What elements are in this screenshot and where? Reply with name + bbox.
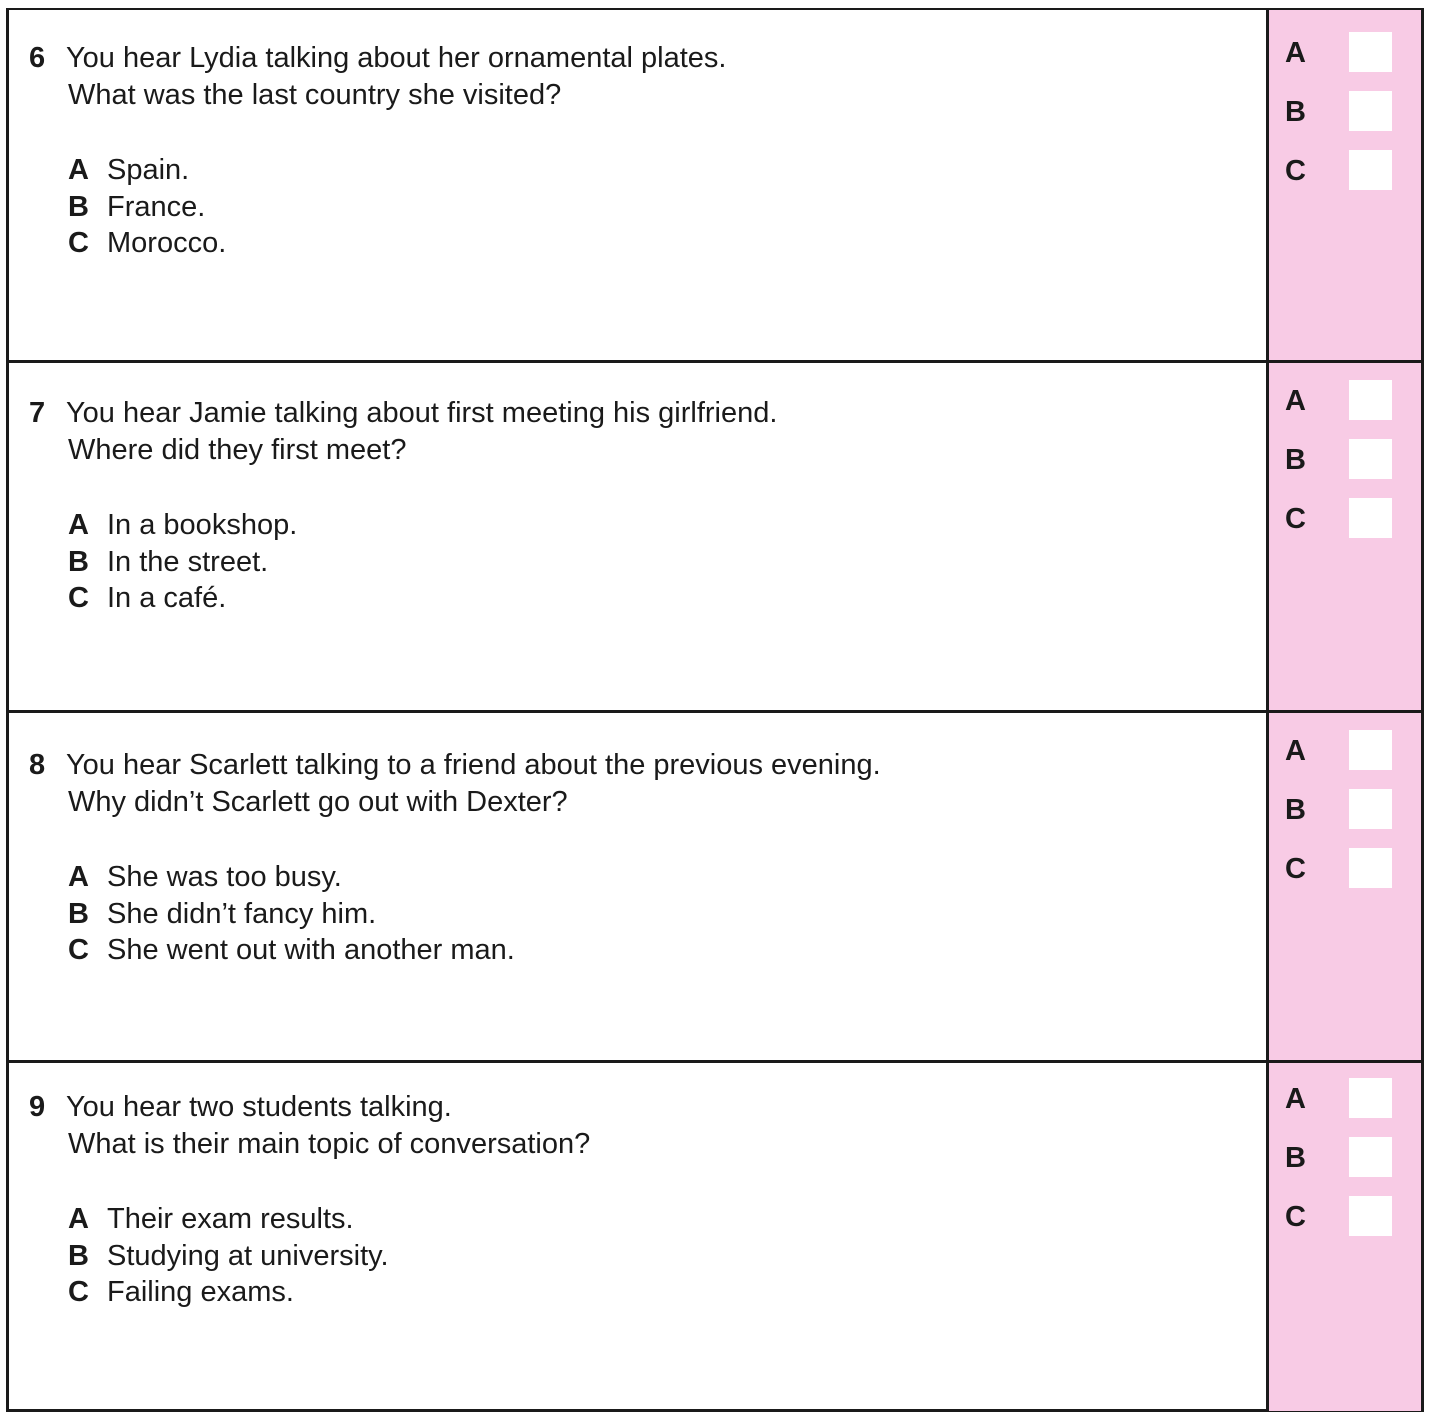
answer-box-7b[interactable] (1349, 439, 1392, 479)
option-list (29, 859, 1251, 969)
option-letter: A (68, 861, 89, 893)
answer-box-8b[interactable] (1349, 789, 1392, 829)
answer-box-8c[interactable] (1349, 848, 1392, 888)
option-text: Studying at university. (107, 1239, 389, 1272)
option-b (68, 1238, 1251, 1275)
option-a (68, 1201, 1251, 1238)
option-c (68, 932, 1251, 969)
option-c (68, 1274, 1251, 1311)
option-letter: C (68, 934, 89, 966)
answer-letter: C (1285, 1201, 1306, 1233)
answer-row-b (1269, 439, 1421, 481)
question-number: 6 (29, 42, 46, 74)
option-letter: C (68, 1276, 89, 1308)
question-6 (29, 40, 1251, 262)
option-text: Their exam results. (107, 1203, 354, 1235)
question-stem: You hear Scarlett talking to a friend about the previous evening. (66, 749, 881, 781)
answer-letter: B (1285, 444, 1306, 476)
answer-letter: B (1285, 96, 1306, 128)
question-row-7 (9, 360, 1421, 711)
option-letter: B (68, 545, 89, 578)
answer-box-8a[interactable] (1349, 730, 1392, 770)
answer-column (1266, 10, 1421, 361)
answer-row-a (1269, 380, 1421, 422)
answer-box-6a[interactable] (1349, 32, 1392, 72)
question-7 (29, 395, 1251, 617)
question-prompt: Where did they first meet? (68, 434, 407, 466)
option-a (68, 859, 1251, 896)
answer-box-6b[interactable] (1349, 91, 1392, 131)
answer-row-c (1269, 498, 1421, 540)
answer-letter: A (1285, 37, 1306, 69)
question-row-9 (9, 1060, 1421, 1411)
answer-letter: B (1285, 794, 1306, 826)
answer-row-b (1269, 91, 1421, 133)
question-row-8 (9, 710, 1421, 1061)
question-prompt: Why didn’t Scarlett go out with Dexter? (68, 786, 568, 818)
option-text: She was too busy. (107, 861, 342, 893)
answer-box-9c[interactable] (1349, 1196, 1392, 1236)
option-c (68, 225, 1251, 262)
answer-row-a (1269, 730, 1421, 772)
answer-letter: C (1285, 853, 1306, 885)
answer-row-a (1269, 32, 1421, 74)
option-b (68, 544, 1251, 581)
answer-column (1266, 363, 1421, 711)
question-prompt: What was the last country she visited? (68, 79, 562, 111)
question-9 (29, 1089, 1251, 1311)
answer-row-c (1269, 848, 1421, 890)
option-c (68, 580, 1251, 617)
option-a (68, 507, 1251, 544)
option-b (68, 189, 1251, 226)
answer-letter: C (1285, 503, 1306, 535)
answer-column (1266, 713, 1421, 1061)
question-number: 8 (29, 749, 46, 781)
option-text: She went out with another man. (107, 934, 515, 966)
question-stem: You hear two students talking. (66, 1091, 452, 1123)
option-text: In a bookshop. (107, 509, 298, 541)
question-number: 9 (29, 1091, 46, 1123)
option-a (68, 152, 1251, 189)
option-list (29, 507, 1251, 617)
question-row-6 (9, 10, 1421, 361)
answer-row-b (1269, 1137, 1421, 1179)
option-text: Failing exams. (107, 1276, 294, 1308)
answer-letter: A (1285, 735, 1306, 767)
option-letter: B (68, 190, 89, 223)
option-text: In a café. (107, 582, 227, 614)
option-letter: A (68, 154, 89, 186)
answer-letter: B (1285, 1142, 1306, 1174)
answer-box-9b[interactable] (1349, 1137, 1392, 1177)
option-letter: C (68, 582, 89, 614)
option-list (29, 152, 1251, 262)
answer-letter: A (1285, 1083, 1306, 1115)
question-sheet (6, 8, 1424, 1412)
question-prompt: What is their main topic of conversation? (68, 1128, 591, 1160)
option-text: Spain. (107, 154, 190, 186)
answer-box-7a[interactable] (1349, 380, 1392, 420)
option-b (68, 896, 1251, 933)
answer-row-c (1269, 150, 1421, 192)
option-letter: C (68, 227, 89, 259)
answer-row-c (1269, 1196, 1421, 1238)
answer-box-7c[interactable] (1349, 498, 1392, 538)
answer-box-9a[interactable] (1349, 1078, 1392, 1118)
answer-row-b (1269, 789, 1421, 831)
option-list (29, 1201, 1251, 1311)
option-text: Morocco. (107, 227, 227, 259)
question-number: 7 (29, 397, 46, 429)
answer-row-a (1269, 1078, 1421, 1120)
question-stem: You hear Lydia talking about her ornamental plates. (66, 42, 727, 74)
answer-letter: C (1285, 155, 1306, 187)
option-text: In the street. (107, 545, 269, 578)
option-letter: B (68, 897, 89, 930)
option-text: France. (107, 190, 206, 223)
option-letter: B (68, 1239, 89, 1272)
answer-box-6c[interactable] (1349, 150, 1392, 190)
answer-letter: A (1285, 385, 1306, 417)
answer-column (1266, 1063, 1421, 1411)
question-8 (29, 747, 1251, 969)
option-letter: A (68, 509, 89, 541)
question-stem: You hear Jamie talking about first meeting his girlfriend. (66, 397, 778, 429)
option-text: She didn’t fancy him. (107, 897, 377, 930)
option-letter: A (68, 1203, 89, 1235)
